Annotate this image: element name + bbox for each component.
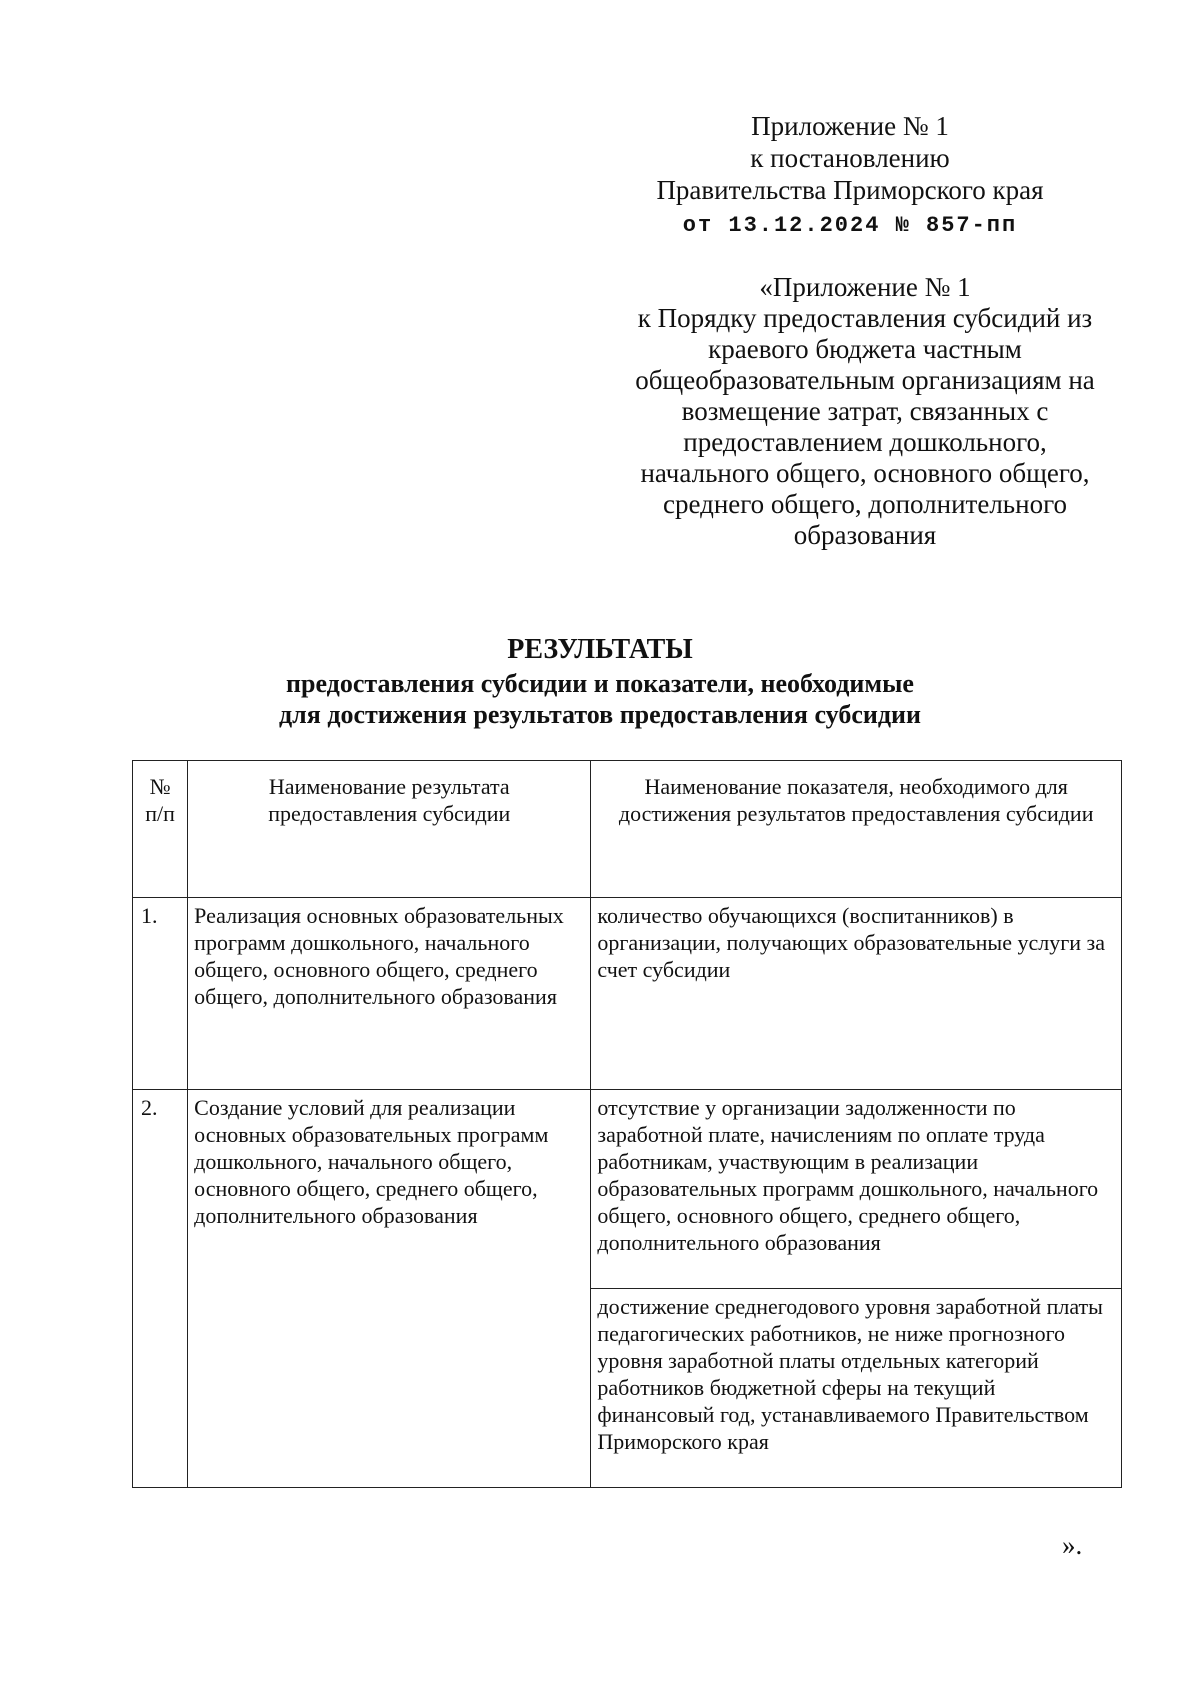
- header-result: Наименование результата предоставления субсидии: [188, 761, 591, 898]
- closing-quote: ».: [1062, 1530, 1083, 1560]
- indicator-cell: достижение среднегодового уровня заработной платы педагогических работников, не ниже прогнозного уровня заработной платы отдельных категорий работников бюджетной сферы на текущий финансовый год, устанавливаемого Правительством Приморского края: [591, 1289, 1122, 1488]
- title-main: РЕЗУЛЬТАТЫ: [507, 634, 693, 665]
- table-row: [133, 898, 1122, 1090]
- appendix-line-1: «Приложение № 1: [759, 272, 971, 302]
- approval-date: от 13.12.2024 № 857-пп: [682, 213, 1018, 238]
- header-num: № п/п: [133, 761, 188, 898]
- appendix-block: [625, 272, 1105, 551]
- appendix-line-2: к Порядку предоставления субсидий из: [637, 303, 1093, 333]
- row-number: 2.: [133, 1090, 188, 1488]
- indicator-cell: количество обучающихся (воспитанников) в организации, получающих образовательные услуги за счет субсидии: [591, 898, 1122, 1090]
- header-indicator: Наименование показателя, необходимого для достижения результатов предоставления субсидии: [591, 761, 1122, 898]
- indicator-cell: отсутствие у организации задолженности по заработной плате, начислениям по оплате труда работникам, участвующим в реализации образовательных программ дошкольного, начального общего, основного общего, среднего общего, дополнительного образования: [591, 1090, 1122, 1289]
- results-table: [132, 760, 1122, 1488]
- title-sub-2: для достижения результатов предоставления субсидии: [279, 700, 921, 729]
- approval-line-1: Приложение № 1: [751, 111, 949, 141]
- title-sub-1: предоставления субсидии и показатели, необходимые: [286, 669, 914, 698]
- appendix-line-3: краевого бюджета частным: [708, 334, 1022, 364]
- appendix-line-5: возмещение затрат, связанных с: [681, 396, 1049, 426]
- appendix-line-4: общеобразовательным организациям на: [635, 365, 1095, 395]
- appendix-line-6: предоставлением дошкольного,: [683, 427, 1047, 457]
- table-header-row: [133, 761, 1122, 898]
- appendix-line-8: среднего общего, дополнительного: [663, 489, 1067, 519]
- table-row: [133, 1090, 1122, 1289]
- approval-line-3: Правительства Приморского края: [656, 175, 1044, 205]
- result-cell: Создание условий для реализации основных образовательных программ дошкольного, начального общего, основного общего, среднего общего, дополнительного образования: [188, 1090, 591, 1488]
- row-number: 1.: [133, 898, 188, 1090]
- approval-block: [640, 110, 1060, 242]
- result-cell: Реализация основных образовательных программ дошкольного, начального общего, основного общего, среднего общего, дополнительного образования: [188, 898, 591, 1090]
- approval-line-2: к постановлению: [750, 143, 950, 173]
- document-title: [0, 632, 1200, 730]
- appendix-line-9: образования: [793, 520, 937, 550]
- appendix-line-7: начального общего, основного общего,: [640, 458, 1090, 488]
